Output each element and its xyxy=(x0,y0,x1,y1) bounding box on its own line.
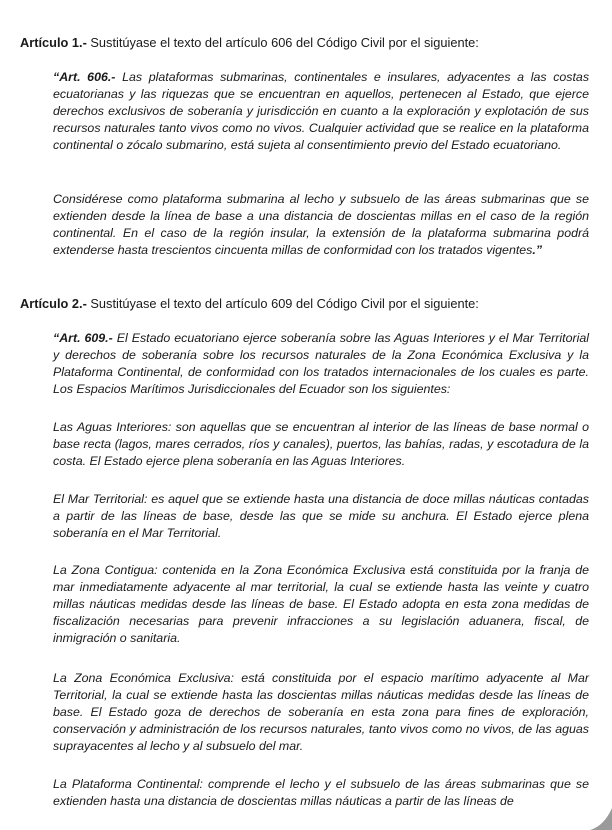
mar-territorial-paragraph: El Mar Territorial: es aquel que se extiende hasta una distancia de doce millas náuticas contadas a partir de las líneas de base, desde las que se mide su anchura. El Estado ejerce plena soberanía en el Mar Territorial. xyxy=(53,492,589,540)
article-2-label: Artículo 2.- xyxy=(20,296,87,311)
article-2-heading xyxy=(20,296,600,312)
article-1-heading xyxy=(20,35,600,51)
plataforma-continental-paragraph: La Plataforma Continental: comprende el lecho y el subsuelo de las áreas submarinas que se extienden hasta una distancia de doscientas millas náuticas a partir de las líneas de xyxy=(53,777,589,808)
aguas-interiores-paragraph: Las Aguas Interiores: son aquellas que se encuentran al interior de las líneas de base normal o base recta (lagos, mares cerrados, ríos y canales), puertos, las bahías, radas, y escotadura de la costa. El Estado ejerce plena soberanía en las Aguas Interiores. xyxy=(53,420,589,468)
zona-economica-exclusiva-paragraph: La Zona Económica Exclusiva: está constituida por el espacio marítimo adyacente al Mar Territorial, la cual se extiende hasta las doscientas millas náuticas medidas desde las líneas de base. El Estado goza de derechos de soberanía en esta zona para fines de exploración, conservación y administración de los recursos naturales, tanto vivos como no vivos, de las aguas suprayacentes al lecho y al subsuelo del mar. xyxy=(53,671,589,753)
article-606-label: “Art. 606.- xyxy=(53,70,116,84)
article-609-label: “Art. 609.- xyxy=(53,331,113,345)
zona-contigua-paragraph: La Zona Contigua: contenida en la Zona Económica Exclusiva está constituida por la franja de mar inmediatamente adyacente al mar territorial, la cual se extiende hasta las veinte y cuatro millas náuticas medidas desde las líneas de base. El Estado adopta en esta zona medidas de fiscalización necesarias para prevenir infracciones a su legislación aduanera, fiscal, de inmigración o sanitaria. xyxy=(53,563,589,645)
article-609-paragraph-1: “Art. 609.- El Estado ecuatoriano ejerce soberanía sobre las Aguas Interiores y el Mar Territorial y derechos de soberanía sobre los recursos naturales de la Zona Económica Exclusiva y la Plataforma Continental, de conformidad con los tratados internacionales de los cuales es parte. Los Espacios Marítimos Jurisdiccionales del Ecuador son los siguientes: xyxy=(53,331,590,396)
article-606-paragraph-2: Considérese como plataforma submarina al lecho y subsuelo de las áreas submarinas que se extienden desde la línea de base a una distancia de doscientas millas en el caso de la región continental. En el caso de la región insular, la extensión de la plataforma submarina podrá extenderse hasta trescientos cincuenta millas de conformidad con los tratados vigentes.” xyxy=(53,192,589,257)
article-606-closing-quote: .” xyxy=(532,243,543,257)
article-2-text: Sustitúyase el texto del artículo 609 del Código Civil por el siguiente: xyxy=(86,296,479,311)
page-curl-icon xyxy=(590,808,612,830)
article-1-label: Artículo 1.- xyxy=(20,35,87,50)
article-1-text: Sustitúyase el texto del artículo 606 del Código Civil por el siguiente: xyxy=(86,35,479,50)
article-606-paragraph-1: “Art. 606.- Las plataformas submarinas, continentales e insulares, adyacentes a las costas ecuatorianas y las riquezas que se encuentran en aquellos, pertenecen al Estado, que ejerce derechos exclusivos de soberanía y jurisdicción en cuanto a la exploración y explotación de sus recursos naturales tanto vivos como no vivos. Cualquier actividad que se realice en la plataforma continental o zócalo submarino, está sujeta al consentimiento previo del Estado ecuatoriano. xyxy=(53,70,590,152)
